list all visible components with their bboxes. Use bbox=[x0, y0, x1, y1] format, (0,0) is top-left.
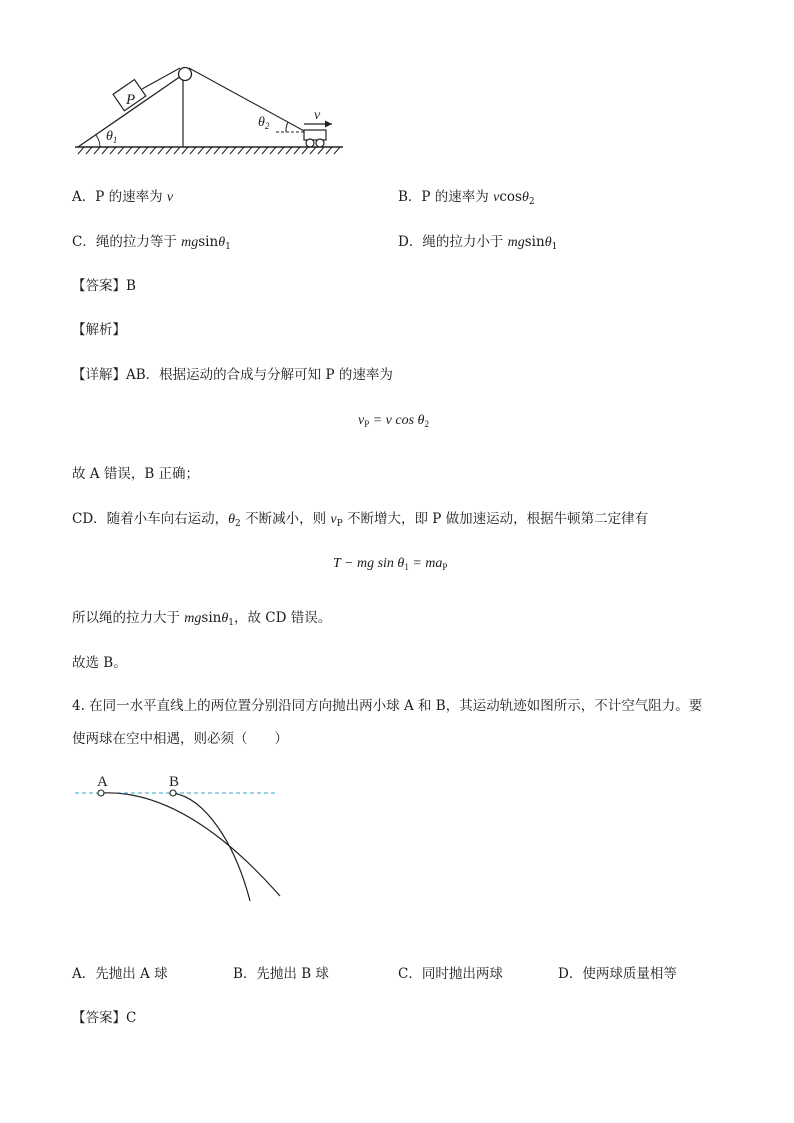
theta1-label: $\theta_1$ bbox=[106, 129, 118, 145]
velocity-label: v bbox=[314, 108, 321, 123]
q4-stem-line2: 使两球在空中相遇，则必须（ ） bbox=[72, 731, 288, 747]
q4-option-c[interactable]: C．同时抛出两球 bbox=[398, 966, 503, 982]
pulley bbox=[179, 68, 192, 81]
cart-wheel-right bbox=[316, 139, 324, 147]
q3-option-b[interactable]: B．P 的速率为 vcosθ$_2$ bbox=[398, 189, 535, 207]
q3-ab-conclusion: 故 A 错误，B 正确； bbox=[72, 466, 200, 482]
cart-body bbox=[304, 130, 326, 140]
q4-option-b[interactable]: B．先抛出 B 球 bbox=[233, 966, 329, 982]
q3-analysis-tag: 【解析】 bbox=[72, 322, 126, 338]
rope-right bbox=[189, 68, 306, 132]
theta2-label: $\theta_2$ bbox=[258, 115, 270, 131]
answer-tag: 【答案】 bbox=[72, 1010, 126, 1026]
ball-a bbox=[98, 790, 104, 796]
block-p-label: P bbox=[126, 92, 136, 108]
incline-pulley-figure bbox=[70, 62, 360, 162]
q4-option-a[interactable]: A．先抛出 A 球 bbox=[72, 966, 168, 982]
q4-stem-line1: 4. 在同一水平直线上的两位置分别沿同方向抛出两小球 A 和 B，其运动轨迹如图所示，不计空气阻力。要 bbox=[72, 698, 703, 714]
theta1-arc bbox=[96, 135, 100, 147]
answer-value: B bbox=[126, 278, 136, 294]
q3-final-choice: 故选 B。 bbox=[72, 655, 127, 671]
equation-vp: $v_P = v$ $\cos \theta_2$ bbox=[358, 413, 429, 429]
q3-cd-explanation: CD．随着小车向右运动，$\theta_2$ 不断减小，则 $v_P$ 不断增大，即 P 做加速运动，根据牛顿第二定律有 bbox=[72, 511, 649, 529]
trajectory-a bbox=[101, 793, 280, 896]
q3-option-c[interactable]: C．绳的拉力等于 mgsinθ$_1$ bbox=[72, 234, 231, 252]
theta2-arc bbox=[286, 122, 288, 132]
velocity-arrowhead bbox=[325, 121, 332, 128]
q4-option-d[interactable]: D．使两球质量相等 bbox=[558, 966, 677, 982]
equation-newton: T − mg $\sin \theta_1 = ma_P$ bbox=[333, 556, 448, 572]
trajectory-b bbox=[173, 793, 250, 901]
trajectory-figure bbox=[70, 768, 290, 908]
q3-option-a[interactable]: A．P 的速率为 v bbox=[72, 189, 174, 205]
answer-tag: 【答案】 bbox=[72, 278, 126, 294]
q3-detail-line1: 【详解】AB．根据运动的合成与分解可知 P 的速率为 bbox=[72, 367, 393, 383]
ball-b bbox=[170, 790, 176, 796]
ball-a-label: A bbox=[97, 774, 108, 790]
cart-wheel-left bbox=[306, 139, 314, 147]
ground-hatching bbox=[78, 147, 340, 154]
answer-value: C bbox=[126, 1010, 137, 1026]
q3-option-d[interactable]: D．绳的拉力小于 mgsinθ$_1$ bbox=[398, 234, 558, 252]
ball-b-label: B bbox=[169, 774, 180, 790]
q3-cd-conclusion: 所以绳的拉力大于 mgsinθ$_1$，故 CD 错误。 bbox=[72, 610, 332, 628]
rope-left bbox=[142, 68, 180, 89]
q3-answer bbox=[72, 274, 136, 294]
q4-answer bbox=[72, 1006, 136, 1026]
